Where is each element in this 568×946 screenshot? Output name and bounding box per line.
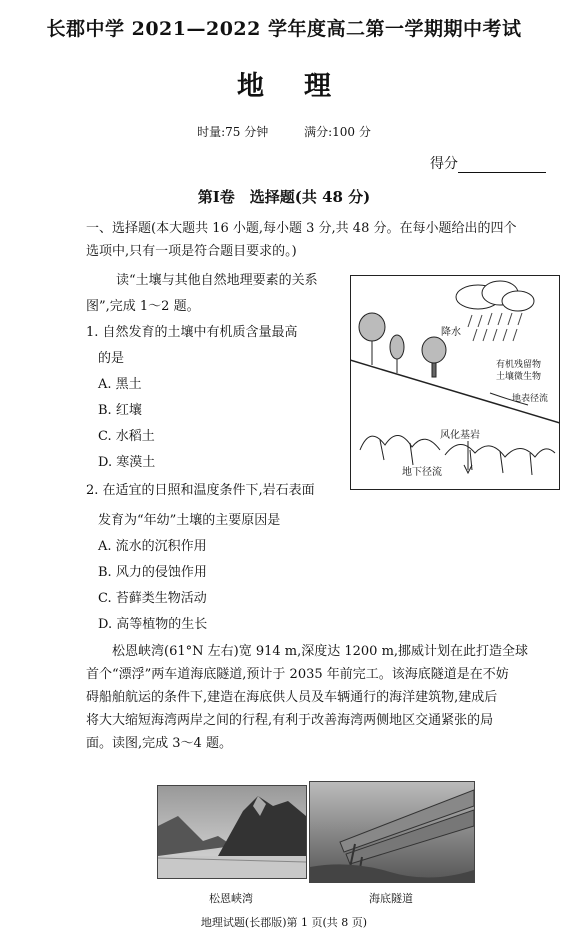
score-label: 得分: [430, 156, 458, 172]
passage-line: 面。读图,完成 3～4 题。: [86, 736, 232, 751]
q2-stem-line1: 2. 在适宜的日照和温度条件下,岩石表面: [86, 483, 315, 498]
q2-option-b[interactable]: B. 风力的侵蚀作用: [98, 565, 207, 580]
subject-title: 地理: [237, 71, 371, 102]
score-field[interactable]: [430, 153, 546, 173]
q1-option-d[interactable]: D. 寒漠土: [98, 455, 156, 470]
label-organic-residue: 有机残留物: [496, 360, 542, 370]
instructions-line: 选项中,只有一项是符合题目要求的。): [86, 244, 297, 259]
q2-option-c[interactable]: C. 苔藓类生物活动: [98, 591, 207, 606]
q2-option-a[interactable]: A. 流水的沉积作用: [98, 539, 207, 554]
fjord-caption: 松恩峡湾: [209, 892, 253, 905]
q1-option-a[interactable]: A. 黑土: [98, 377, 142, 392]
passage-line: 松恩峡湾(61°N 左右)宽 914 m,深度达 1200 m,挪威计划在此打造全球: [112, 644, 529, 659]
passage: [86, 640, 562, 755]
total-score: 满分:100 分: [304, 125, 371, 139]
passage-line: 将大大缩短海湾两岸之间的行程,有利于改善海湾两侧地区交通紧张的局: [86, 713, 494, 728]
q1-option-b[interactable]: B. 红壤: [98, 403, 142, 418]
label-surface-runoff: 地表径流: [512, 394, 549, 404]
label-soil-microbes: 土壤微生物: [496, 372, 542, 382]
time-limit: 时量:75 分钟: [197, 125, 269, 139]
passage-line: 首个“漂浮”两车道海底隧道,预计于 2035 年前完工。该海底隧道是在不妨: [86, 667, 509, 682]
score-blank[interactable]: [458, 156, 546, 173]
label-rain: 降水: [441, 327, 461, 338]
tunnel-caption: 海底隧道: [369, 892, 413, 905]
passage-line: 碍船舶航运的条件下,建造在海底供人员及车辆通行的海洋建筑物,建成后: [86, 690, 498, 705]
q1-stem-line2: 的是: [98, 351, 125, 366]
q2-stem-line2: 发育为“年幼”土壤的主要原因是: [98, 513, 281, 528]
q1-stem-line1: 1. 自然发育的土壤中有机质含量最高: [86, 325, 298, 340]
group1-intro-line2: 图”,完成 1～2 题。: [86, 299, 200, 314]
label-underground-runoff: 地下径流: [402, 467, 442, 478]
q1-stem: [86, 320, 298, 372]
q2-stem: [86, 478, 315, 534]
tunnel-photo: [309, 781, 475, 883]
q1-option-c[interactable]: C. 水稻土: [98, 429, 155, 444]
instructions-line: 一、选择题(本大题共 16 小题,每小题 3 分,共 48 分。在每小题给出的四个: [86, 221, 517, 236]
group1-intro-line1: 读“土壤与其他自然地理要素的关系: [116, 273, 318, 288]
q2-option-d[interactable]: D. 高等植物的生长: [98, 617, 208, 632]
q2-options: [98, 534, 207, 638]
q1-options: [98, 372, 155, 476]
section-instructions: [86, 217, 562, 263]
exam-meta: [0, 123, 568, 140]
exam-title: 长郡中学 2021—2022 学年度高二第一学期期中考试: [46, 18, 522, 40]
page-footer: 地理试题(长郡版)第 1 页(共 8 页): [200, 916, 368, 929]
section-title: 第Ⅰ卷 选择题(共 48 分): [197, 188, 371, 206]
soil-relationship-diagram: [350, 275, 560, 490]
label-weathered-rock: 风化基岩: [440, 430, 480, 441]
fjord-photo: [157, 785, 307, 879]
